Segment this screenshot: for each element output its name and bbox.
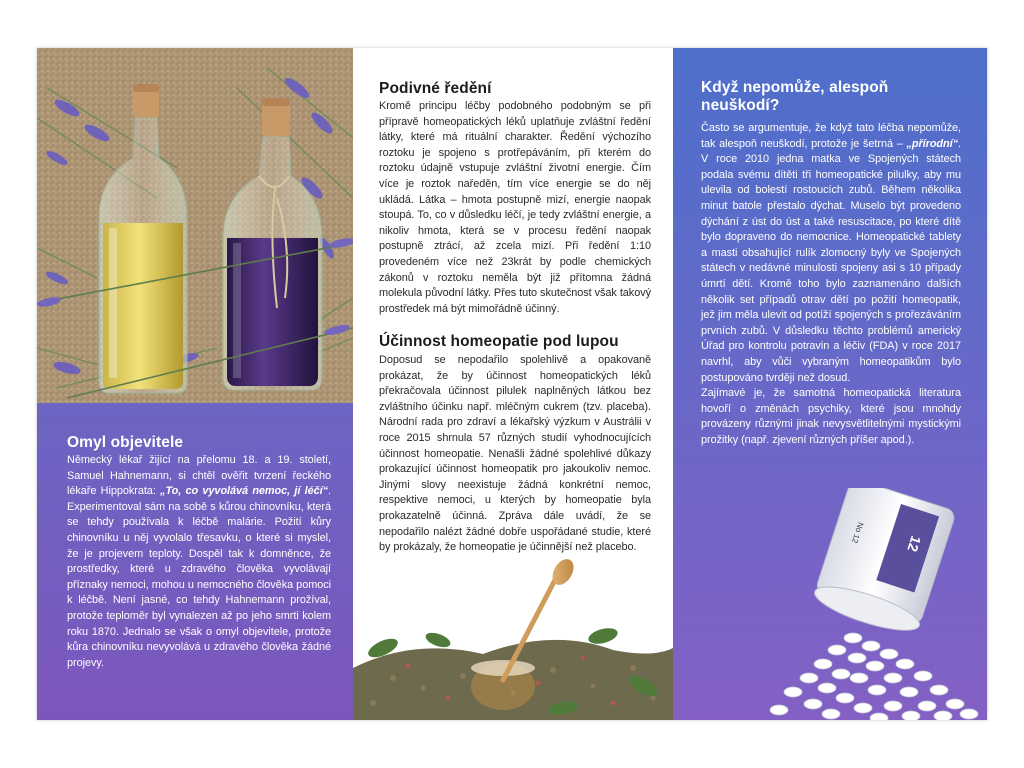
right-paragraph-2: Zajímavé je, že samotná homeopatická literatura hovoří o změnách psychiky, které jsou mnohdy provázeny různými jinak nevysvětlitelnými mystickými prožitky (např. zjevení různých příšer apod.).	[701, 387, 961, 446]
heading-podivne-redeni: Podivné ředění	[379, 80, 492, 97]
redeni-body-text: Kromě principu léčby podobného podobným se při přípravě homeopatických léků uplatňuje zvláštní ředění látky, které má rituální charakter. Ředění výchozího roztoku je spojeno s protřepáváním, při kterém do roztoku údajně vstupuje zvláštní životní energie. Čím více je roztok naředěn, tím více energie se do něj ukládá. Látka – hmota postupně mizí, energie naopak stoupá. To, co v důsledku léčí, je tedy zvláštní energie, a nikoliv hmota, která se v procesu ředění naopak postupně ztrácí, až zcela mizí. Při ředění 1:10 provedeném více než 23krát by podle chemických zákonů v roztoku neměla být již přítomna žádná molekula původní látky. Přes tuto skutečnost však takový prostředek má být mimořádně účinný.	[379, 100, 651, 315]
bottle-label-small: No 12	[849, 521, 866, 545]
bottles-photo	[37, 48, 353, 403]
ucinnost-body-text: Doposud se nepodařilo spolehlivě a opakovaně prokázat, že by účinnost homeopatických léků překračovala účinnost pilulek naplněných látkou bez zvláštního účinku např. mléčným cukrem (tzv. placeba). Národní rada pro zdraví a lékařský výzkum v Austrálii v roce 2015 shrnula 57 různých studií vyhodnocujících účinnost homeopatie. Nenašli žádné spolehlivé důkazy prokazující účinnost homeopatik pro jakoukoliv nemoc. Jinými slovy neexistuje žádná konkrétní nemoc, respektive nemoci, u kterých by homeopatie byla prokazatelně účinná. Zpráva dále uvádí, že se nepodařilo nalézt žádné dobře uspořádané studie, které by prokázaly, že homeopatie je účinnější než placebo.	[379, 354, 651, 554]
brochure-spread	[37, 48, 987, 720]
left-text-part-1: Německý lékař žijící na přelomu 18. a 19. století, Samuel Hahnemann, si chtěl ověřit tvrzení řeckého lékaře Hippokrata:	[67, 454, 331, 498]
left-panel	[37, 48, 353, 720]
bottle-label-number: 12	[904, 534, 925, 554]
left-body-text	[67, 453, 331, 671]
heading-ucinnost-homeopatie: Účinnost homeopatie pod lupou	[379, 333, 619, 350]
right-text-part-2: . V roce 2010 jedna matka ve Spojených státech podala svému dítěti tři homeopatické pilulky, aby mu ulevila od bolestí rostoucích zubů. Během několika minut batole přestalo dýchat. Muselo být provedeno dýchání z úst do úst a také resuscitace, po které dítě bylo dopraveno do nemocnice. Homeopatické tablety a masti obsahující rulík zlomocný byly ve Spojených státech v nedávné minulosti spojeny asi s 10 případy úmrtí dětí. Kromě toho bylo zaznamenáno dalších několik set případů otrav dětí po požití homeopatik, jež jim měla ulevit od potíží spojených s prořezáváním prvních zubů. V důsledku těchto problémů americký Úřad pro kontrolu potravin a léčiv (FDA) v roce 2017 navrhl, aby vůči vybraným homeopatikům bylo postupováno tvrději než dosud.	[701, 137, 961, 384]
herbs-photo	[353, 558, 673, 720]
left-text-part-2: . Experimentoval sám na sobě s kůrou chinovníku, která se tehdy používala k léčbě malárie. Požití kůry chinovníku u něj vyvolalo třesavku, o které si myslel, že je projevem teploty. Dospěl tak k domněnce, že prostředky, které u zdravého člověka vyvolávají příznaky nemoci, mohou u nemocného člověka pomoci k léčbě. Není jasné, co tehdy Hahnemann prožíval, protože teploměr byl vynalezen až po jeho smrti kolem roku 1870. Jednalo se však o omyl objevitele, protože kůra chinovníku nevyvolává u zdravého člověka žádné projevy.	[67, 485, 331, 669]
right-panel	[673, 48, 987, 720]
right-paragraph-1	[701, 121, 961, 386]
hippokrates-quote: „To, co vyvolává nemoc, jí léčí“	[160, 485, 329, 498]
middle-panel	[353, 48, 673, 720]
pills-bottle-photo	[733, 488, 987, 720]
prirodni-emphasis: „přírodní“	[906, 137, 959, 150]
right-body-text	[701, 121, 961, 448]
right-text-part-1: Často se argumentuje, že když tato léčba nepomůže, tak alespoň neuškodí, protože je šetrná –	[701, 122, 961, 150]
heading-kdyz-nepomuze: Když nepomůže, alespoň neuškodí?	[701, 79, 889, 114]
heading-omyl-objevitele: Omyl objevitele	[67, 434, 184, 451]
